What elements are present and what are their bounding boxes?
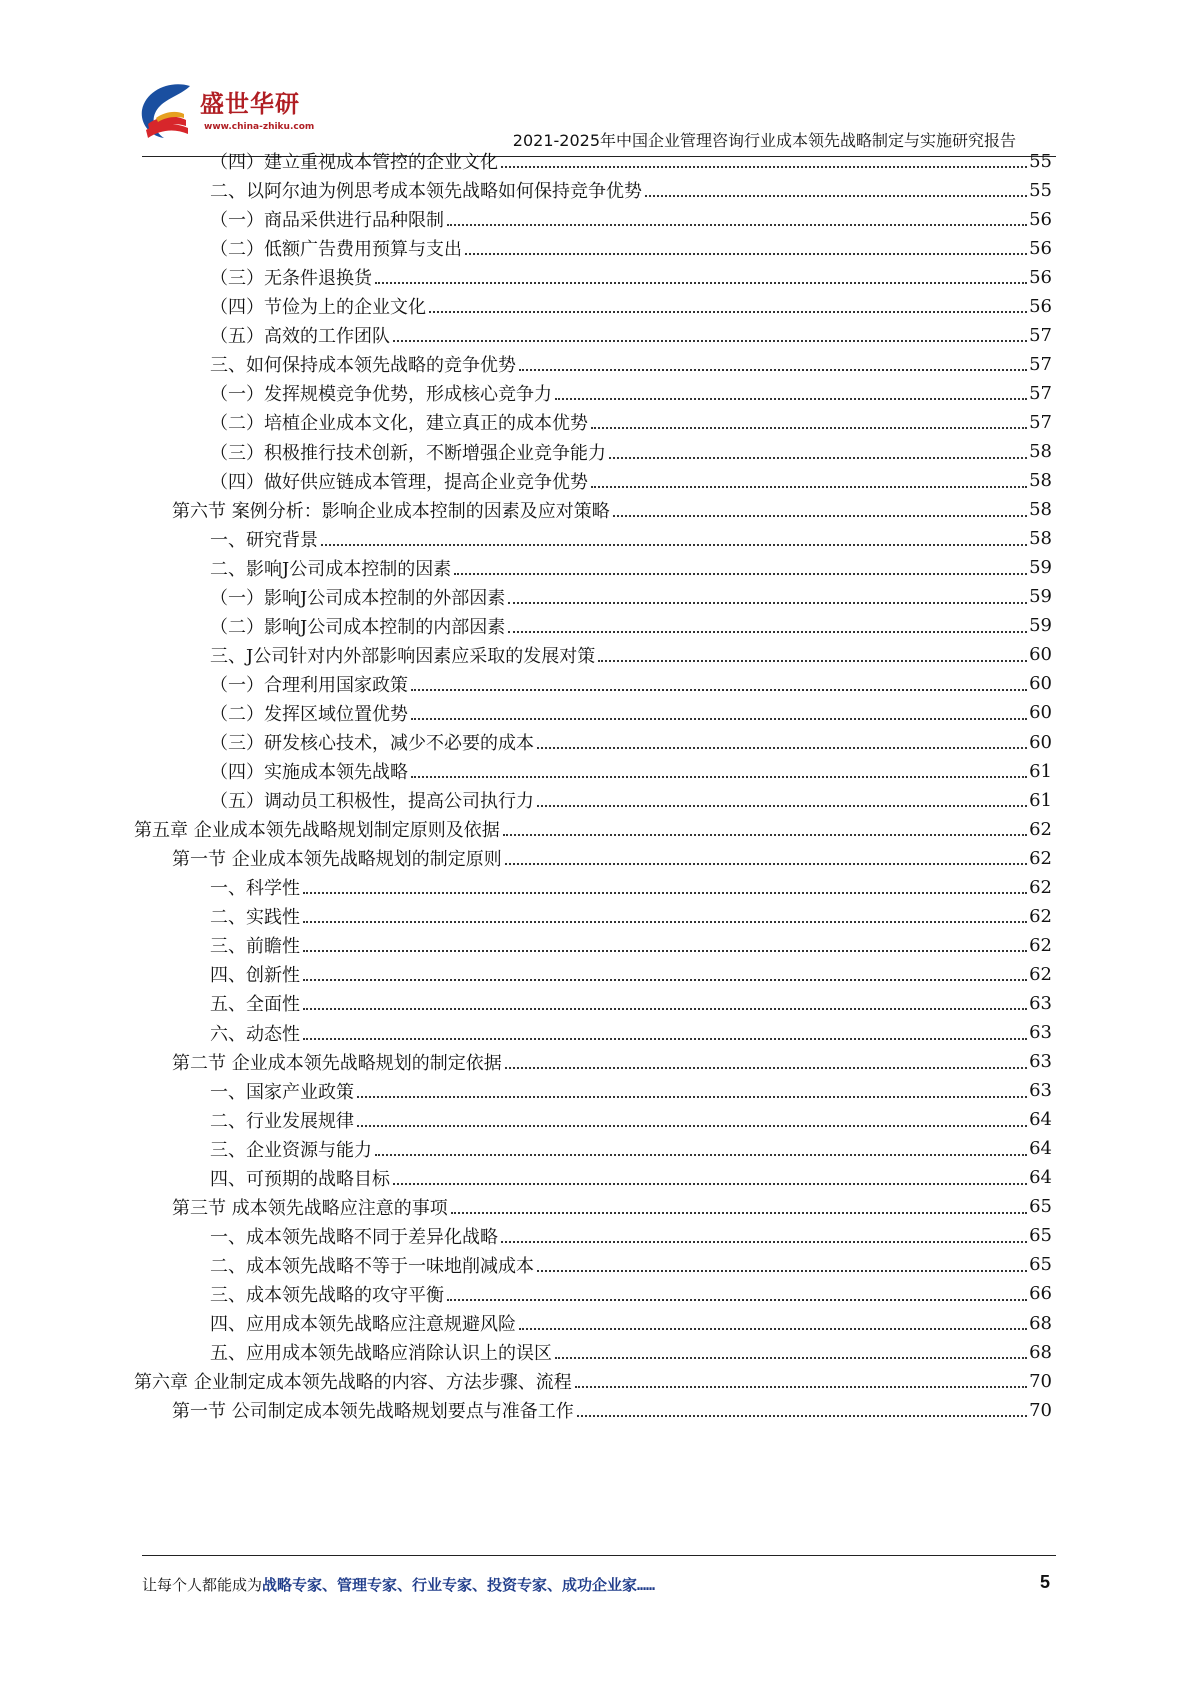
toc-entry[interactable] — [210, 1017, 1052, 1048]
toc-entry[interactable] — [134, 814, 1052, 845]
toc-dot-leader — [429, 311, 1027, 313]
toc-dot-leader — [303, 950, 1027, 952]
toc-entry-label: （一）合理利用国家政策 — [210, 674, 408, 696]
brand-name: 盛世华研 — [200, 90, 300, 118]
toc-entry[interactable] — [210, 668, 1052, 699]
toc-entry[interactable] — [210, 262, 1052, 293]
toc-entry-label: （五）调动员工积极性，提高公司执行力 — [210, 791, 534, 813]
toc-entry-page: 65 — [1029, 1225, 1052, 1247]
toc-entry-label: （二）影响J公司成本控制的内部因素 — [210, 616, 506, 638]
logo-mark-icon — [138, 80, 200, 142]
toc-entry-label: 第二节 企业成本领先战略规划的制定依据 — [172, 1052, 502, 1074]
toc-dot-leader — [321, 544, 1027, 546]
toc-entry-label: 第一节 企业成本领先战略规划的制定原则 — [172, 849, 502, 871]
toc-entry-label: 一、成本领先战略不同于差异化战略 — [210, 1226, 498, 1248]
toc-entry-page: 59 — [1029, 586, 1052, 608]
toc-dot-leader — [591, 486, 1027, 488]
toc-entry-page: 58 — [1029, 441, 1052, 462]
toc-dot-leader — [411, 718, 1027, 720]
toc-entry-page: 65 — [1029, 1254, 1052, 1276]
toc-dot-leader — [519, 369, 1027, 371]
toc-entry-label: （二）培植企业成本文化，建立真正的成本优势 — [210, 413, 588, 435]
toc-dot-leader — [537, 1270, 1027, 1272]
toc-entry-label: 一、国家产业政策 — [210, 1081, 354, 1103]
toc-dot-leader — [375, 282, 1027, 284]
toc-entry-label: 一、研究背景 — [210, 529, 318, 551]
toc-entry-page: 65 — [1029, 1196, 1052, 1218]
toc-entry-page: 58 — [1029, 528, 1052, 550]
toc-entry-label: （一）发挥规模竞争优势，形成核心竞争力 — [210, 384, 552, 406]
toc-dot-leader — [609, 457, 1027, 459]
toc-entry-page: 59 — [1029, 615, 1052, 637]
toc-dot-leader — [303, 979, 1027, 981]
toc-dot-leader — [555, 1357, 1027, 1359]
toc-entry-page: 61 — [1029, 789, 1052, 811]
toc-entry-page: 57 — [1029, 382, 1052, 404]
toc-entry[interactable] — [210, 407, 1052, 438]
toc-dot-leader — [645, 195, 1027, 197]
toc-entry[interactable] — [210, 1075, 1052, 1106]
toc-entry-page: 62 — [1029, 905, 1052, 927]
toc-entry[interactable] — [210, 697, 1052, 728]
toc-entry-label: 第一节 公司制定成本领先战略规划要点与准备工作 — [172, 1401, 574, 1423]
toc-entry-page: 56 — [1029, 266, 1052, 288]
footer-slogan — [142, 1574, 655, 1595]
toc-entry-label: （四）做好供应链成本管理，提高企业竞争优势 — [210, 471, 588, 493]
toc-entry-page: 63 — [1029, 1080, 1052, 1102]
company-logo — [138, 80, 315, 150]
toc-dot-leader — [303, 1008, 1027, 1010]
toc-dot-leader — [411, 689, 1027, 691]
toc-entry[interactable] — [210, 727, 1052, 758]
toc-entry[interactable] — [210, 1337, 1052, 1368]
toc-entry-label: 五、全面性 — [210, 994, 300, 1016]
toc-entry-label: 二、行业发展规律 — [210, 1110, 354, 1132]
toc-entry-page: 62 — [1029, 963, 1052, 985]
toc-entry-page: 70 — [1029, 1399, 1052, 1421]
toc-dot-leader — [505, 1067, 1027, 1069]
toc-entry-label: 三、J公司针对内外部影响因素应采取的发展对策 — [210, 645, 596, 667]
toc-entry-page: 64 — [1029, 1138, 1052, 1160]
toc-entry-page: 66 — [1029, 1283, 1052, 1305]
toc-dot-leader — [393, 340, 1027, 342]
toc-entry-label: （二）发挥区域位置优势 — [210, 703, 408, 725]
toc-entry[interactable] — [210, 901, 1052, 932]
toc-entry[interactable] — [210, 930, 1052, 961]
toc-entry[interactable] — [210, 552, 1052, 583]
toc-dot-leader — [357, 1125, 1027, 1127]
toc-entry[interactable] — [210, 959, 1052, 990]
toc-entry-page: 70 — [1029, 1370, 1052, 1392]
toc-entry-label: 五、应用成本领先战略应消除认识上的误区 — [210, 1343, 552, 1365]
toc-entry-page: 62 — [1029, 934, 1052, 956]
toc-entry-page: 60 — [1029, 702, 1052, 724]
toc-entry-label: 第五章 企业成本领先战略规划制定原则及依据 — [134, 820, 500, 842]
toc-entry-label: 六、动态性 — [210, 1023, 300, 1045]
toc-entry-label: 四、创新性 — [210, 965, 300, 987]
toc-entry-label: 二、以阿尔迪为例思考成本领先战略如何保持竞争优势 — [210, 181, 642, 203]
toc-dot-leader — [503, 834, 1027, 836]
toc-entry[interactable] — [210, 204, 1052, 235]
toc-dot-leader — [454, 573, 1027, 575]
slogan-roles: 战略专家、管理专家、行业专家、投资专家、成功企业家…… — [262, 1576, 656, 1594]
toc-entry[interactable] — [210, 291, 1052, 322]
toc-entry-label: （三）积极推行技术创新，不断增强企业竞争能力 — [210, 442, 606, 464]
toc-entry[interactable] — [172, 1046, 1052, 1077]
toc-entry-page: 59 — [1029, 557, 1052, 579]
toc-entry[interactable] — [210, 1162, 1052, 1193]
toc-entry-page: 68 — [1029, 1312, 1052, 1334]
toc-entry-page: 63 — [1029, 1022, 1052, 1043]
toc-entry-page: 62 — [1029, 818, 1052, 840]
toc-entry[interactable] — [172, 1191, 1052, 1222]
toc-entry-page: 57 — [1029, 324, 1052, 346]
footer-divider — [142, 1555, 1056, 1556]
toc-entry-page: 68 — [1029, 1341, 1052, 1363]
toc-entry-label: 三、前瞻性 — [210, 936, 300, 958]
toc-entry[interactable] — [210, 872, 1052, 903]
toc-dot-leader — [508, 602, 1027, 604]
toc-entry-label: （四）实施成本领先战略 — [210, 762, 408, 784]
toc-entry-page: 57 — [1029, 411, 1052, 433]
toc-dot-leader — [303, 892, 1027, 894]
toc-dot-leader — [508, 631, 1027, 633]
toc-entry-label: 三、企业资源与能力 — [210, 1139, 372, 1161]
toc-dot-leader — [447, 1299, 1027, 1301]
toc-entry-page: 56 — [1029, 295, 1052, 317]
toc-entry-label: 二、实践性 — [210, 907, 300, 929]
toc-entry[interactable] — [210, 581, 1052, 612]
toc-dot-leader — [577, 1415, 1027, 1417]
slogan-lead: 让每个人都能成为 — [142, 1576, 263, 1594]
toc-entry-label: 第三节 成本领先战略应注意的事项 — [172, 1197, 448, 1219]
toc-dot-leader — [501, 166, 1027, 168]
toc-entry-label: 第六节 案例分析：影响企业成本控制的因素及应对策略 — [172, 500, 610, 522]
toc-entry[interactable] — [210, 1278, 1052, 1309]
toc-entry-page: 55 — [1029, 179, 1052, 201]
toc-dot-leader — [451, 1212, 1027, 1214]
toc-entry[interactable] — [210, 1133, 1052, 1164]
toc-entry-label: （四）建立重视成本管控的企业文化 — [210, 152, 498, 173]
toc-entry-page: 57 — [1029, 353, 1052, 375]
toc-entry[interactable] — [172, 1395, 1052, 1426]
toc-entry[interactable] — [210, 175, 1052, 206]
toc-entry-label: （一）商品采供进行品种限制 — [210, 210, 444, 232]
toc-dot-leader — [393, 1183, 1027, 1185]
toc-entry[interactable] — [210, 1249, 1052, 1280]
toc-entry-page: 58 — [1029, 499, 1052, 521]
brand-url: www.china-zhiku.com — [204, 122, 315, 132]
toc-entry-page: 56 — [1029, 237, 1052, 259]
toc-entry-page: 62 — [1029, 876, 1052, 898]
toc-dot-leader — [303, 1038, 1027, 1040]
toc-entry-label: （五）高效的工作团队 — [210, 326, 390, 348]
toc-entry[interactable] — [210, 523, 1052, 554]
toc-entry[interactable] — [210, 1104, 1052, 1135]
toc-dot-leader — [465, 253, 1027, 255]
toc-entry[interactable] — [172, 843, 1052, 874]
toc-entry-label: 四、可预期的战略目标 — [210, 1168, 390, 1190]
toc-entry[interactable] — [210, 320, 1052, 351]
toc-dot-leader — [447, 224, 1027, 226]
toc-entry[interactable] — [210, 1220, 1052, 1251]
report-title: 2021-2025年中国企业管理咨询行业成本领先战略制定与实施研究报告 — [512, 131, 1016, 150]
toc-entry-page: 62 — [1029, 847, 1052, 869]
toc-entry-page: 64 — [1029, 1109, 1052, 1131]
toc-entry-page: 58 — [1029, 470, 1052, 492]
toc-entry-page: 60 — [1029, 731, 1052, 753]
toc-dot-leader — [555, 398, 1027, 400]
toc-entry[interactable] — [210, 436, 1052, 467]
page-number: 5 — [1039, 1572, 1050, 1592]
toc-dot-leader — [537, 747, 1027, 749]
toc-entry-label: （二）低额广告费用预算与支出 — [210, 239, 462, 261]
toc-dot-leader — [303, 921, 1027, 923]
toc-dot-leader — [613, 515, 1027, 517]
toc-entry-label: 四、应用成本领先战略应注意规避风险 — [210, 1314, 516, 1335]
toc-entry[interactable] — [210, 233, 1052, 264]
toc-entry[interactable] — [210, 1308, 1052, 1339]
toc-entry[interactable] — [210, 610, 1052, 641]
toc-entry-page: 64 — [1029, 1167, 1052, 1189]
toc-entry[interactable] — [210, 146, 1052, 177]
page-header — [0, 0, 1191, 160]
toc-entry-label: （四）节俭为上的企业文化 — [210, 297, 426, 319]
toc-entry[interactable] — [172, 494, 1052, 525]
toc-entry-label: （三）研发核心技术，减少不必要的成本 — [210, 733, 534, 754]
toc-entry-page: 63 — [1029, 1051, 1052, 1073]
toc-dot-leader — [375, 1154, 1027, 1156]
toc-dot-leader — [519, 1328, 1027, 1330]
toc-entry-label: 二、成本领先战略不等于一味地削减成本 — [210, 1255, 534, 1277]
toc-dot-leader — [505, 863, 1027, 865]
toc-dot-leader — [537, 805, 1027, 807]
toc-entry[interactable] — [210, 465, 1052, 496]
toc-entry[interactable] — [210, 785, 1052, 816]
toc-entry-page: 63 — [1029, 992, 1052, 1014]
toc-dot-leader — [591, 427, 1027, 429]
toc-entry-label: 第六章 企业制定成本领先战略的内容、方法步骤、流程 — [134, 1372, 572, 1394]
toc-entry-label: 一、科学性 — [210, 878, 300, 900]
toc-entry[interactable] — [210, 756, 1052, 787]
toc-entry[interactable] — [210, 639, 1052, 670]
toc-entry-page: 60 — [1029, 644, 1052, 666]
toc-entry[interactable] — [210, 378, 1052, 409]
toc-entry[interactable] — [210, 988, 1052, 1019]
toc-entry[interactable] — [134, 1366, 1052, 1397]
toc-entry-page: 61 — [1029, 760, 1052, 782]
toc-entry-page: 55 — [1029, 150, 1052, 172]
toc-entry-label: 三、成本领先战略的攻守平衡 — [210, 1284, 444, 1306]
toc-entry-page: 60 — [1029, 673, 1052, 695]
toc-dot-leader — [357, 1096, 1027, 1098]
toc-entry-label: 二、影响J公司成本控制的因素 — [210, 558, 452, 580]
toc-entry[interactable] — [210, 349, 1052, 380]
toc-entry-label: （一）影响J公司成本控制的外部因素 — [210, 587, 506, 609]
toc-entry-label: 三、如何保持成本领先战略的竞争优势 — [210, 355, 516, 377]
toc-dot-leader — [501, 1241, 1027, 1243]
toc-entry-label: （三）无条件退换货 — [210, 268, 372, 290]
toc-entry-page: 56 — [1029, 208, 1052, 230]
toc-dot-leader — [598, 660, 1027, 662]
toc-dot-leader — [411, 776, 1027, 778]
toc-dot-leader — [575, 1386, 1027, 1388]
